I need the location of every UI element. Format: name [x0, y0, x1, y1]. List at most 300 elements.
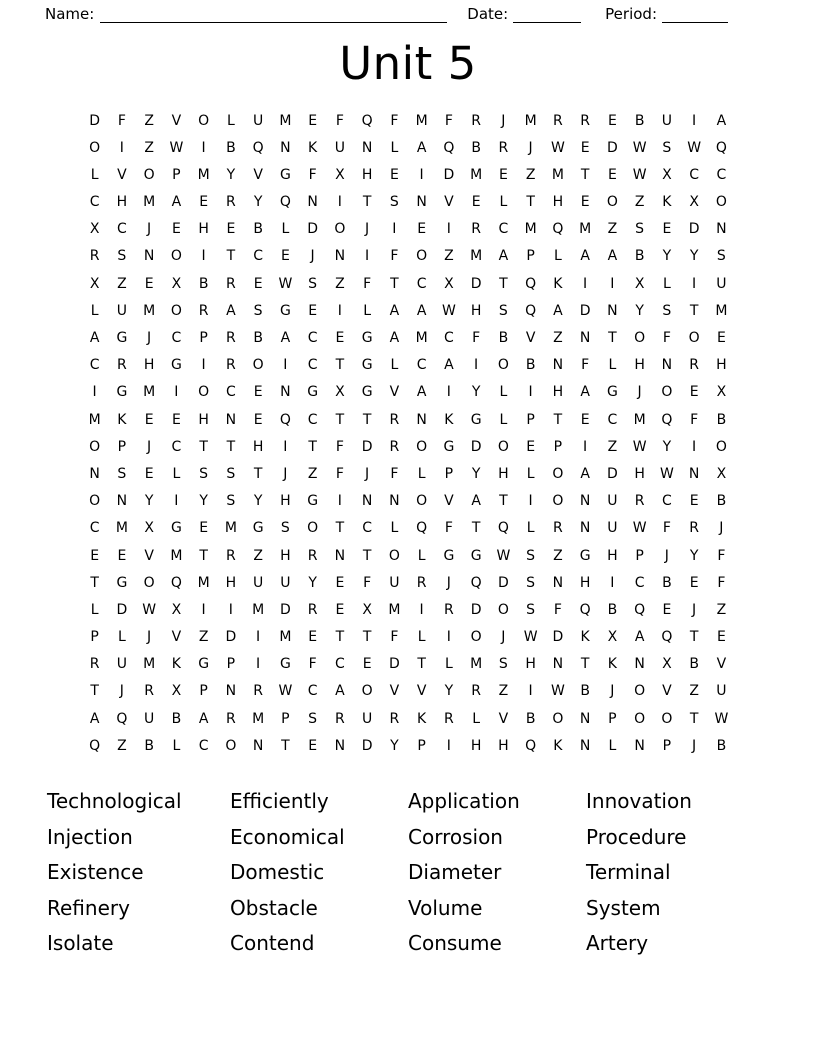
- grid-letter: N: [361, 139, 373, 156]
- grid-letter: B: [689, 656, 699, 673]
- period-blank-line: [662, 8, 728, 23]
- grid-row: [81, 515, 735, 542]
- grid-letter: Y: [144, 493, 154, 510]
- grid-letter: A: [580, 465, 590, 482]
- grid-letter: C: [498, 221, 509, 238]
- grid-letter: W: [687, 139, 702, 156]
- grid-letter: L: [472, 710, 481, 727]
- grid-letter: N: [552, 574, 564, 591]
- grid-letter: Q: [443, 139, 455, 156]
- grid-letter: T: [362, 411, 372, 428]
- grid-letter: W: [169, 139, 184, 156]
- grid-letter: Z: [498, 683, 509, 700]
- grid-letter: A: [580, 384, 590, 401]
- grid-letter: O: [170, 302, 182, 319]
- grid-letter: P: [608, 710, 617, 727]
- grid-letter: O: [170, 248, 182, 265]
- grid-letter: E: [253, 384, 263, 401]
- grid-letter: M: [279, 629, 292, 646]
- name-label: Name:: [45, 5, 95, 23]
- grid-letter: L: [553, 248, 562, 265]
- grid-letter: F: [390, 629, 399, 646]
- grid-letter: Y: [444, 683, 454, 700]
- grid-letter: M: [88, 411, 101, 428]
- grid-letter: I: [446, 629, 451, 646]
- grid-letter: C: [443, 330, 454, 346]
- grid-letter: I: [337, 194, 342, 211]
- grid-letter: P: [226, 656, 236, 673]
- grid-letter: G: [198, 656, 210, 673]
- grid-letter: Q: [497, 520, 509, 537]
- word-list-item: Artery: [586, 931, 649, 956]
- grid-letter: A: [226, 302, 236, 319]
- grid-letter: S: [498, 302, 508, 319]
- grid-letter: P: [281, 710, 290, 727]
- grid-letter: U: [144, 710, 155, 727]
- grid-letter: H: [525, 656, 536, 673]
- grid-letter: L: [90, 302, 99, 319]
- grid-letter: X: [662, 166, 672, 183]
- grid-letter: Y: [662, 248, 672, 265]
- grid-letter: I: [392, 221, 397, 238]
- grid-letter: O: [416, 438, 428, 455]
- grid-letter: F: [581, 357, 590, 374]
- grid-letter: L: [526, 520, 535, 537]
- word-list-item: Refinery: [47, 895, 130, 920]
- grid-letter: C: [416, 275, 427, 292]
- grid-letter: D: [89, 112, 101, 129]
- grid-letter: R: [444, 710, 454, 727]
- grid-letter: G: [307, 493, 319, 510]
- grid-letter: T: [526, 194, 535, 211]
- grid-letter: S: [117, 465, 127, 482]
- grid-letter: I: [474, 357, 479, 374]
- word-list-item: Injection: [47, 824, 133, 849]
- grid-letter: N: [143, 248, 155, 265]
- grid-letter: Y: [689, 547, 699, 564]
- grid-letter: G: [443, 547, 455, 564]
- grid-row: [81, 543, 735, 570]
- grid-letter: S: [716, 248, 726, 265]
- date-blank-line: [513, 8, 581, 23]
- grid-letter: G: [116, 384, 128, 401]
- grid-letter: L: [390, 357, 399, 374]
- grid-letter: F: [308, 656, 317, 673]
- grid-letter: M: [143, 194, 156, 211]
- grid-letter: I: [692, 275, 697, 292]
- grid-letter: I: [528, 384, 533, 401]
- grid-letter: S: [498, 656, 508, 673]
- grid-letter: D: [361, 737, 373, 754]
- grid-letter: Q: [715, 139, 727, 156]
- grid-letter: K: [607, 656, 617, 673]
- grid-letter: O: [416, 493, 428, 510]
- grid-letter: R: [226, 194, 236, 211]
- grid-letter: V: [171, 629, 182, 646]
- grid-letter: E: [199, 194, 209, 211]
- grid-letter: M: [470, 656, 483, 673]
- grid-letter: P: [199, 330, 208, 346]
- grid-letter: L: [390, 520, 399, 537]
- grid-letter: Q: [279, 194, 291, 211]
- grid-letter: O: [661, 710, 673, 727]
- grid-letter: M: [197, 574, 210, 591]
- grid-letter: C: [198, 737, 209, 754]
- grid-letter: B: [525, 357, 536, 374]
- grid-letter: D: [225, 629, 237, 646]
- grid-letter: F: [308, 166, 317, 183]
- grid-letter: G: [361, 357, 373, 374]
- grid-letter: I: [446, 384, 451, 401]
- grid-letter: T: [689, 710, 699, 727]
- grid-letter: C: [416, 357, 427, 374]
- grid-letter: G: [606, 384, 618, 401]
- grid-letter: H: [498, 737, 509, 754]
- grid-letter: O: [634, 710, 646, 727]
- grid-letter: R: [307, 547, 318, 564]
- grid-letter: X: [716, 384, 727, 401]
- grid-letter: A: [498, 248, 509, 265]
- grid-letter: W: [142, 601, 157, 618]
- grid-letter: U: [280, 574, 291, 591]
- grid-letter: R: [689, 357, 699, 374]
- grid-letter: I: [419, 601, 424, 618]
- grid-letter: T: [362, 547, 372, 564]
- grid-letter: D: [116, 601, 128, 618]
- grid-letter: Q: [470, 574, 482, 591]
- grid-letter: M: [197, 166, 210, 183]
- grid-letter: S: [526, 547, 536, 564]
- grid-letter: E: [716, 629, 726, 646]
- grid-letter: H: [252, 438, 264, 455]
- date-label: Date:: [467, 5, 509, 23]
- word-list-column: [408, 784, 586, 962]
- grid-letter: T: [362, 194, 372, 211]
- grid-letter: O: [552, 710, 564, 727]
- grid-letter: N: [252, 737, 264, 754]
- grid-letter: S: [526, 574, 536, 591]
- word-list-item: Procedure: [586, 824, 687, 849]
- grid-letter: T: [417, 656, 426, 673]
- grid-letter: S: [635, 221, 645, 238]
- grid-letter: N: [89, 465, 100, 482]
- grid-letter: H: [470, 302, 482, 319]
- grid-letter: L: [499, 384, 508, 401]
- grid-letter: F: [117, 112, 126, 129]
- grid-letter: M: [252, 710, 265, 727]
- grid-letter: I: [228, 601, 233, 618]
- grid-letter: O: [552, 493, 564, 510]
- grid-letter: J: [119, 683, 124, 700]
- grid-letter: H: [280, 493, 291, 510]
- grid-letter: F: [335, 465, 344, 482]
- grid-letter: O: [89, 139, 101, 156]
- grid-letter: D: [579, 302, 591, 319]
- grid-letter: B: [144, 737, 154, 754]
- grid-letter: M: [143, 384, 156, 401]
- grid-letter: O: [497, 438, 509, 455]
- grid-letter: H: [470, 737, 482, 754]
- grid-letter: A: [416, 384, 427, 401]
- grid-letter: U: [334, 139, 345, 156]
- grid-letter: F: [662, 520, 671, 537]
- grid-letter: E: [498, 166, 508, 183]
- grid-letter: E: [417, 221, 427, 238]
- grid-letter: H: [225, 574, 237, 591]
- grid-letter: E: [335, 574, 345, 591]
- grid-letter: O: [361, 683, 373, 700]
- grid-letter: O: [634, 683, 646, 700]
- grid-letter: B: [716, 411, 727, 428]
- grid-letter: T: [689, 302, 699, 319]
- grid-letter: E: [607, 166, 617, 183]
- grid-letter: Q: [170, 574, 182, 591]
- grid-letter: L: [444, 656, 453, 673]
- grid-letter: T: [90, 683, 99, 700]
- grid-row: [81, 733, 735, 760]
- grid-letter: I: [119, 139, 124, 156]
- grid-letter: J: [501, 629, 506, 646]
- grid-letter: N: [334, 547, 346, 564]
- grid-letter: J: [147, 629, 152, 646]
- grid-letter: F: [363, 574, 372, 591]
- word-list-item: Terminal: [586, 860, 671, 885]
- grid-letter: L: [172, 737, 181, 754]
- grid-letter: I: [610, 275, 615, 292]
- grid-letter: C: [253, 248, 264, 265]
- grid-letter: M: [143, 302, 156, 319]
- grid-letter: C: [307, 683, 318, 700]
- grid-letter: Z: [307, 465, 318, 482]
- grid-letter: E: [335, 601, 345, 618]
- grid-letter: C: [661, 493, 672, 510]
- grid-letter: I: [528, 493, 533, 510]
- grid-letter: C: [307, 330, 318, 346]
- grid-letter: Q: [579, 601, 591, 618]
- grid-letter: D: [388, 656, 400, 673]
- grid-letter: B: [607, 601, 618, 618]
- grid-letter: F: [690, 411, 699, 428]
- word-list-item: Application: [408, 789, 520, 813]
- grid-letter: I: [610, 574, 615, 591]
- grid-letter: M: [415, 330, 428, 346]
- grid-letter: S: [308, 710, 318, 727]
- grid-row: [81, 243, 735, 270]
- grid-letter: B: [471, 139, 481, 156]
- grid-letter: R: [389, 411, 400, 428]
- grid-letter: F: [363, 275, 372, 292]
- grid-letter: O: [470, 629, 482, 646]
- grid-letter: T: [253, 465, 263, 482]
- grid-letter: J: [664, 547, 669, 564]
- grid-letter: L: [117, 629, 126, 646]
- grid-letter: U: [253, 112, 264, 129]
- grid-letter: N: [579, 710, 591, 727]
- grid-letter: G: [470, 411, 482, 428]
- grid-letter: U: [389, 574, 400, 591]
- grid-letter: X: [335, 166, 345, 183]
- grid-letter: I: [337, 302, 342, 319]
- grid-letter: Z: [553, 330, 563, 346]
- grid-letter: A: [89, 710, 100, 727]
- grid-letter: O: [198, 112, 210, 129]
- grid-letter: P: [199, 683, 208, 700]
- grid-letter: V: [444, 493, 454, 510]
- grid-letter: A: [389, 330, 400, 346]
- grid-letter: R: [144, 683, 154, 700]
- grid-letter: D: [470, 275, 482, 292]
- grid-letter: M: [388, 601, 401, 618]
- grid-letter: R: [416, 574, 427, 591]
- grid-letter: R: [226, 330, 236, 346]
- grid-letter: I: [201, 357, 206, 374]
- word-list-column: [586, 784, 692, 962]
- grid-letter: J: [365, 221, 370, 238]
- grid-letter: E: [335, 330, 345, 346]
- grid-letter: V: [171, 112, 182, 129]
- grid-letter: B: [662, 574, 672, 591]
- grid-letter: Y: [662, 438, 672, 455]
- grid-letter: E: [662, 221, 672, 238]
- grid-letter: I: [201, 248, 206, 265]
- grid-letter: U: [716, 275, 727, 292]
- grid-letter: T: [90, 574, 99, 591]
- grid-letter: X: [634, 275, 645, 292]
- grid-letter: Q: [361, 112, 373, 129]
- grid-letter: R: [226, 275, 236, 292]
- grid-letter: E: [689, 574, 699, 591]
- grid-letter: F: [553, 601, 562, 618]
- grid-letter: Q: [525, 737, 537, 754]
- grid-letter: I: [528, 683, 533, 700]
- grid-letter: C: [607, 411, 618, 428]
- grid-letter: N: [579, 520, 591, 537]
- grid-letter: V: [498, 710, 509, 727]
- grid-letter: F: [717, 574, 726, 591]
- word-list-item: Contend: [230, 931, 315, 956]
- grid-letter: J: [147, 221, 152, 238]
- grid-letter: W: [714, 710, 729, 727]
- grid-letter: A: [171, 194, 182, 211]
- grid-letter: Q: [661, 629, 673, 646]
- grid-letter: C: [89, 357, 100, 374]
- grid-letter: B: [253, 330, 263, 346]
- grid-letter: V: [253, 166, 263, 183]
- grid-letter: O: [416, 248, 428, 265]
- grid-letter: J: [310, 248, 315, 265]
- grid-letter: E: [144, 465, 154, 482]
- grid-letter: W: [632, 520, 647, 537]
- grid-letter: G: [279, 166, 291, 183]
- grid-letter: Y: [471, 384, 481, 401]
- word-list-item: Corrosion: [408, 824, 503, 849]
- grid-letter: W: [496, 547, 511, 564]
- grid-letter: M: [470, 166, 483, 183]
- grid-letter: C: [116, 221, 127, 238]
- grid-letter: O: [89, 438, 101, 455]
- grid-letter: H: [716, 357, 727, 374]
- grid-letter: E: [389, 166, 399, 183]
- grid-letter: Q: [116, 710, 128, 727]
- word-list-item: Volume: [408, 895, 483, 920]
- grid-letter: A: [389, 302, 400, 319]
- grid-letter: I: [419, 166, 424, 183]
- grid-letter: M: [252, 601, 265, 618]
- grid-row: [81, 216, 735, 243]
- grid-letter: J: [610, 683, 615, 700]
- grid-letter: O: [388, 547, 400, 564]
- grid-letter: Y: [253, 493, 263, 510]
- grid-letter: R: [226, 547, 236, 564]
- grid-letter: P: [526, 411, 535, 428]
- grid-letter: R: [498, 139, 509, 156]
- grid-letter: T: [471, 520, 481, 537]
- grid-letter: P: [662, 737, 672, 754]
- grid-letter: R: [553, 112, 563, 129]
- grid-letter: F: [390, 112, 399, 129]
- grid-letter: G: [252, 520, 264, 537]
- grid-letter: N: [416, 194, 427, 211]
- grid-letter: Z: [144, 139, 154, 156]
- grid-letter: T: [580, 166, 590, 183]
- grid-letter: V: [416, 683, 427, 700]
- grid-letter: O: [334, 221, 346, 238]
- grid-letter: N: [634, 737, 645, 754]
- grid-letter: N: [552, 357, 564, 374]
- grid-letter: G: [279, 656, 291, 673]
- grid-letter: Y: [253, 194, 263, 211]
- grid-letter: R: [634, 493, 645, 510]
- grid-letter: N: [280, 139, 291, 156]
- grid-letter: X: [362, 601, 372, 618]
- grid-letter: U: [661, 112, 672, 129]
- grid-letter: E: [362, 656, 372, 673]
- grid-letter: M: [415, 112, 428, 129]
- grid-letter: M: [633, 411, 646, 428]
- grid-letter: R: [307, 601, 318, 618]
- grid-letter: O: [252, 357, 264, 374]
- word-list-item: Innovation: [586, 789, 692, 813]
- grid-letter: V: [716, 656, 727, 673]
- grid-letter: I: [583, 275, 588, 292]
- grid-letter: Q: [634, 601, 646, 618]
- grid-letter: S: [280, 520, 290, 537]
- grid-letter: E: [689, 384, 699, 401]
- grid-letter: Q: [279, 411, 291, 428]
- grid-letter: G: [470, 547, 482, 564]
- grid-letter: P: [553, 438, 563, 455]
- grid-letter: R: [471, 221, 481, 238]
- grid-letter: M: [170, 547, 183, 564]
- grid-letter: F: [335, 112, 344, 129]
- grid-letter: T: [689, 629, 699, 646]
- grid-letter: N: [361, 493, 373, 510]
- grid-letter: R: [198, 302, 209, 319]
- grid-letter: M: [715, 302, 728, 319]
- grid-letter: L: [417, 547, 426, 564]
- grid-letter: B: [634, 112, 645, 129]
- grid-letter: A: [607, 248, 618, 265]
- grid-letter: J: [637, 384, 642, 401]
- grid-letter: O: [606, 194, 618, 211]
- grid-letter: U: [362, 710, 373, 727]
- grid-letter: Y: [226, 166, 236, 183]
- grid-letter: G: [279, 302, 291, 319]
- grid-letter: Y: [635, 302, 644, 319]
- grid-letter: I: [201, 601, 206, 618]
- grid-letter: X: [144, 520, 154, 537]
- grid-letter: N: [225, 683, 237, 700]
